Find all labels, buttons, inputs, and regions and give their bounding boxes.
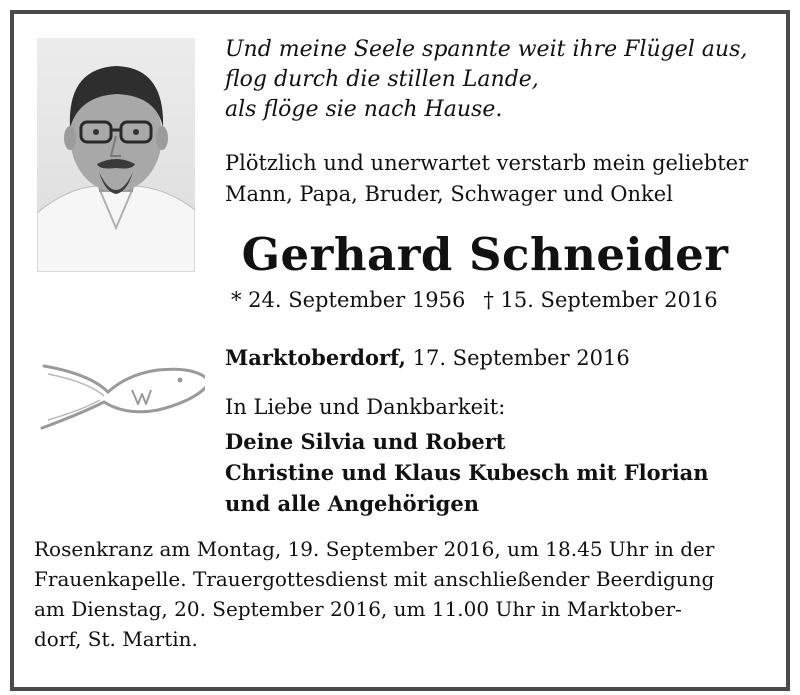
portrait-photo — [37, 38, 195, 272]
portrait-illustration — [37, 38, 195, 272]
mourner-line: und alle Angehörigen — [225, 491, 479, 516]
notice-date: 17. September 2016 — [412, 346, 630, 370]
service-line: Rosenkranz am Montag, 19. September 2016, um 18.45 Uhr in der — [34, 537, 715, 561]
mourners-list — [225, 426, 709, 519]
verse-line: flog durch die stillen Lande, — [225, 67, 539, 92]
funeral-service-info — [34, 534, 714, 654]
mourner-line: Christine und Klaus Kubesch mit Florian — [225, 460, 709, 485]
life-dates — [231, 288, 718, 312]
service-line: Frauenkapelle. Trauergottesdienst mit anschließender Beerdigung — [34, 567, 715, 591]
service-line: am Dienstag, 20. September 2016, um 11.00 Uhr in Marktober- — [34, 597, 682, 621]
verse-line: Und meine Seele spannte weit ihre Flügel aus, — [225, 37, 748, 62]
announcement-line: Mann, Papa, Bruder, Schwager und Onkel — [225, 182, 673, 206]
mourner-line: Deine Silvia und Robert — [225, 429, 506, 454]
fish-symbol-icon — [30, 352, 205, 434]
birth-date: * 24. September 1956 — [231, 288, 466, 312]
verse-line: als flöge sie nach Hause. — [225, 97, 503, 122]
announcement-line: Plötzlich und unerwartet verstarb mein geliebter — [225, 151, 749, 175]
death-announcement — [225, 148, 748, 210]
place-name: Marktoberdorf, — [225, 345, 406, 370]
place-and-date — [225, 345, 630, 370]
memorial-verse — [225, 35, 747, 125]
service-line: dorf, St. Martin. — [34, 627, 198, 651]
deceased-name: Gerhard Schneider — [241, 228, 729, 281]
mourners-intro: In Liebe und Dankbarkeit: — [225, 395, 506, 419]
death-date: † 15. September 2016 — [483, 288, 718, 312]
